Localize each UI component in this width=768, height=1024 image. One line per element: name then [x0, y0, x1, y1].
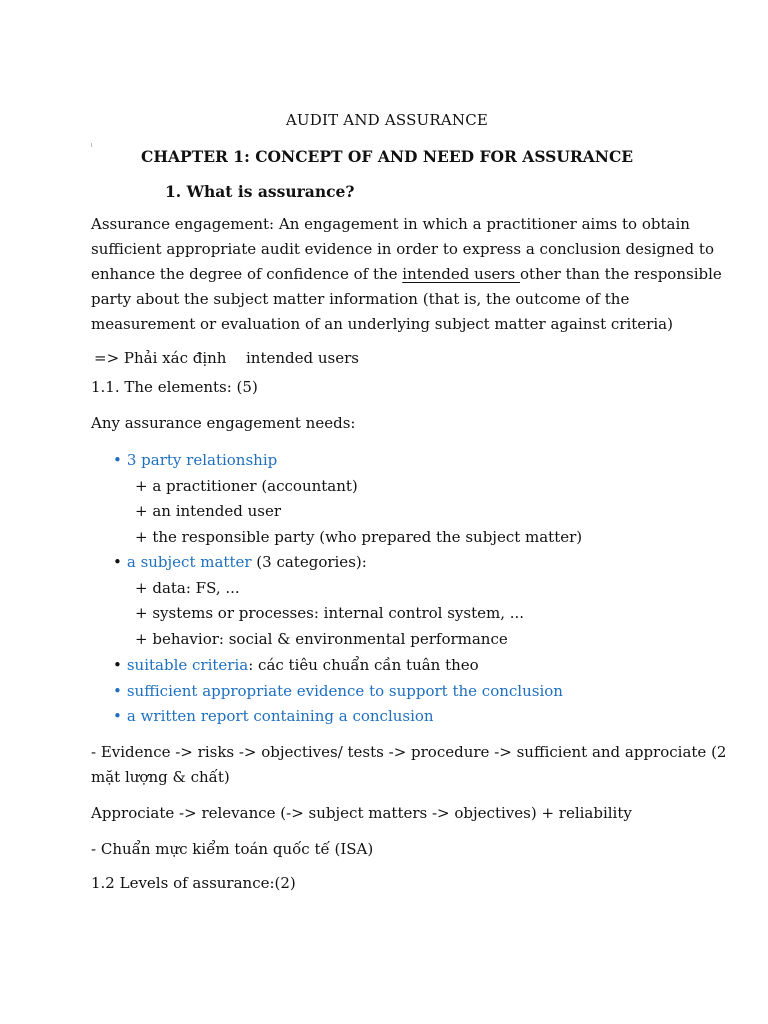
bullet-label: a written report containing a conclusion: [126, 707, 434, 725]
levels-heading: 1.2 Levels of assurance:(2): [91, 874, 296, 892]
list-item: [113, 656, 479, 674]
subject-item: + systems or processes: internal control system, ...: [135, 604, 525, 622]
definition-text: enhance the degree of confidence of the: [91, 265, 403, 283]
approciate-line: Approciate -> relevance (-> subject matters -> objectives) + reliability: [91, 804, 632, 822]
bullet-dot: •: [113, 707, 122, 725]
bullet-label: a subject matter: [126, 553, 252, 571]
isa-line: - Chuẩn mực kiểm toán quốc tế (ISA): [91, 840, 374, 858]
needs-intro: Any assurance engagement needs:: [91, 414, 356, 432]
definition-line: measurement or evaluation of an underlying subject matter against criteria): [91, 315, 673, 333]
bullet-suffix: (3 categories):: [251, 553, 367, 571]
evidence-line-continued: mặt lượng & chất): [91, 768, 230, 786]
bullet-dot: •: [113, 451, 122, 469]
bullet-label: sufficient appropriate evidence to support the conclusion: [126, 682, 563, 700]
definition-line: party about the subject matter information (that is, the outcome of the: [91, 290, 630, 308]
arrow-note-left: => Phải xác định: [94, 349, 227, 367]
definition-line: Assurance engagement: An engagement in which a practitioner aims to obtain: [91, 215, 690, 233]
list-item: [113, 451, 277, 469]
bullet-dot: •: [113, 553, 122, 571]
stray-mark: [91, 143, 92, 147]
definition-line: sufficient appropriate audit evidence in order to express a conclusion designed to: [91, 240, 714, 258]
party-item: + a practitioner (accountant): [135, 477, 358, 495]
evidence-line: - Evidence -> risks -> objectives/ tests -> procedure -> sufficient and approciate (2: [91, 743, 727, 761]
bullet-label: suitable criteria: [126, 656, 249, 674]
list-item: [113, 682, 563, 700]
intended-users-underlined: intended users: [402, 265, 521, 283]
bullet-suffix: : các tiêu chuẩn cần tuân theo: [248, 656, 479, 674]
bullet-dot: •: [113, 656, 122, 674]
definition-line: [91, 262, 722, 287]
section-heading: 1. What is assurance?: [165, 182, 355, 201]
party-item: + an intended user: [135, 502, 281, 520]
definition-paragraph: [91, 212, 722, 337]
chapter-heading: CHAPTER 1: CONCEPT OF AND NEED FOR ASSURANCE: [141, 147, 634, 166]
document-title: AUDIT AND ASSURANCE: [285, 111, 489, 129]
bullet-dot: •: [113, 682, 122, 700]
definition-text: other than the responsible: [520, 265, 722, 283]
party-item: + the responsible party (who prepared the subject matter): [135, 528, 583, 546]
arrow-note-right: intended users: [246, 349, 359, 367]
subject-item: + behavior: social & environmental performance: [135, 630, 508, 648]
subject-item: + data: FS, ...: [135, 579, 240, 597]
list-item: [113, 553, 367, 571]
list-item: [113, 707, 434, 725]
elements-heading: 1.1. The elements: (5): [91, 378, 258, 396]
bullet-label: 3 party relationship: [126, 451, 278, 469]
